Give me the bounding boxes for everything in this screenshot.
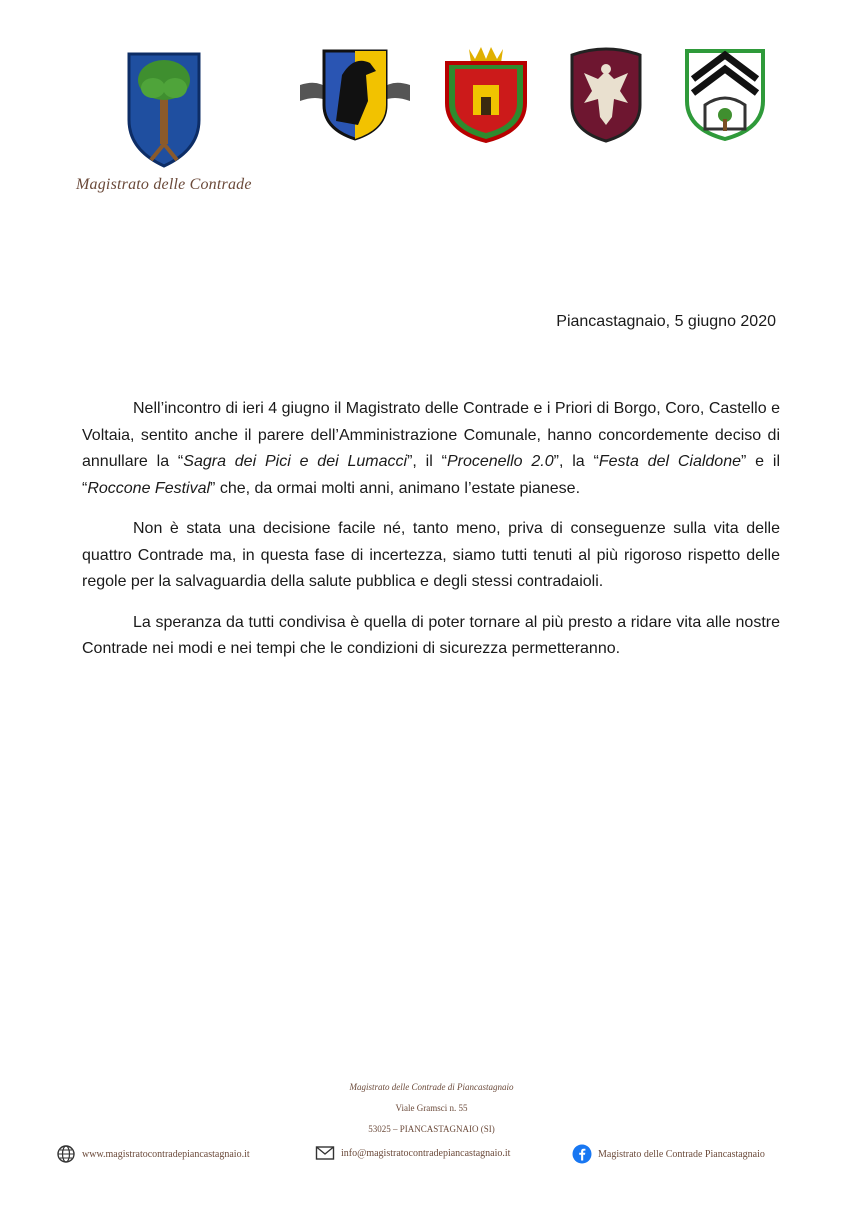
tree-shield-logo: [125, 50, 203, 170]
footer-city: 53025 – PIANCASTAGNAIO (SI): [368, 1124, 495, 1134]
voltaia-chevron-crest: [681, 45, 769, 141]
paragraph-1: Nell’incontro di ieri 4 giugno il Magistrato delle Contrade e i Priori di Borgo, Coro, Castello e Voltaia, sentito anche il parere dell’Amministrazione Comunale, hanno concordemente deciso di annullare la “Sagra dei Pici e dei Lumacci”, il “Procenello 2.0”, la “Festa del Cialdone” e il “Roccone Festival” che, da ormai molti anni, animano l’estate pianese.: [82, 400, 781, 497]
footer-address: [0, 1081, 863, 1144]
paragraph-2: Non è stata una decisione facile né, tanto meno, priva di conseguenze sulla vita delle quattro Contrade ma, in questa fase di incertezza, siamo tutti tenuti al più rigoroso rispetto delle regole per la salvaguardia della salute pubblica e degli stessi contradaioli.: [82, 520, 780, 590]
footer-website[interactable]: [56, 1144, 250, 1164]
mail-icon: [315, 1144, 335, 1162]
letter-date: Piancastagnaio, 5 giugno 2020: [556, 313, 776, 330]
footer-street: Viale Gramsci n. 55: [395, 1103, 468, 1113]
email-link[interactable]: info@magistratocontradepiancastagnaio.it: [341, 1147, 511, 1159]
globe-icon: [56, 1144, 76, 1164]
org-name: Magistrato delle Contrade: [76, 176, 252, 193]
website-link[interactable]: www.magistratocontradepiancastagnaio.it: [82, 1148, 250, 1160]
letter-body: [82, 396, 780, 677]
footer-org: Magistrato delle Contrade di Piancastagnaio: [349, 1082, 514, 1092]
borgo-horse-crest: [298, 45, 412, 141]
castello-eagle-crest: [564, 45, 648, 143]
facebook-icon: [572, 1144, 592, 1164]
paragraph-3: La speranza da tutti condivisa è quella di poter tornare al più presto a ridare vita alle nostre Contrade nei modi e nei tempi che le condizioni di sicurezza permetteranno.: [82, 613, 780, 657]
footer-facebook[interactable]: [572, 1144, 765, 1164]
footer-email[interactable]: [315, 1144, 510, 1162]
coro-crest: [441, 45, 531, 143]
facebook-link[interactable]: Magistrato delle Contrade Piancastagnaio: [598, 1148, 765, 1160]
